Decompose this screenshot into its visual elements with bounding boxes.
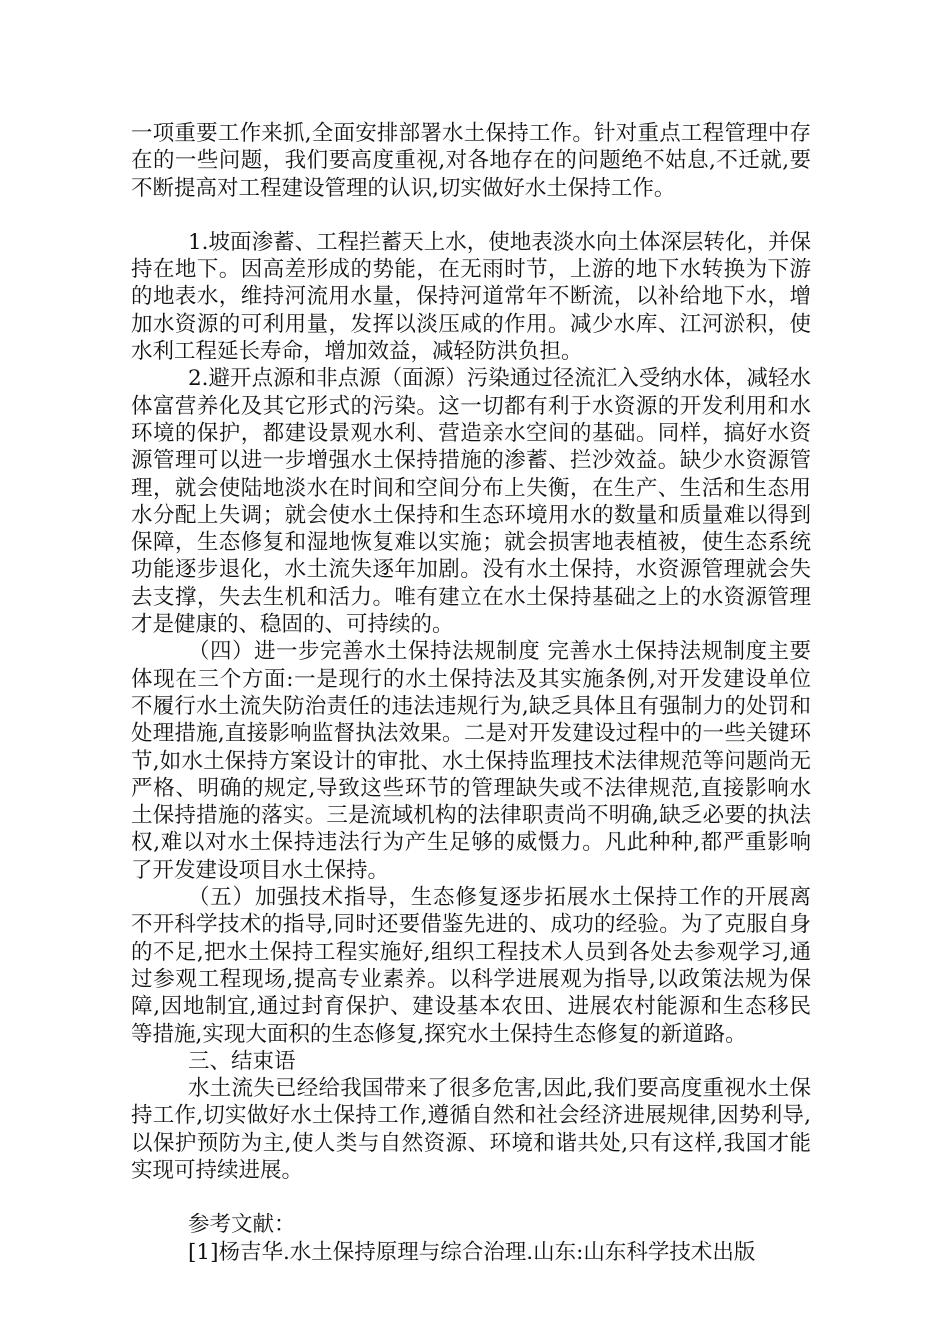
- references-label: 参考文献：: [188, 1212, 296, 1238]
- reference-item: [1]杨吉华.水土保持原理与综合治理.山东:山东科学技术出版: [188, 1239, 756, 1265]
- paragraph-intro: 一项重要工作来抓,全面安排部署水土保持工作。针对重点工程管理中存在的一些问题，我们要高度重视,对各地存在的问题绝不姑息,不迁就,要不断提高对工程建设管理的认识,切实做好水土保持工作。: [131, 121, 811, 201]
- paragraph-item-2: 2.避开点源和非点源（面源）污染通过径流汇入受纳水体，减轻水体富营养化及其它形式的污染。这一切都有利于水资源的开发利用和水环境的保护，都建设景观水利、营造亲水空间的基础。同样，搞好水资源管理可以进一步增强水土保持措施的渗蓄、拦沙效益。缺少水资源管理，就会使陆地淡水在时间和空间分布上失衡，在生产、生活和生态用水分配上失调；就会使水土保持和生态环境用水的数量和质量难以得到保障，生态修复和湿地恢复难以实施；就会损害地表植被，使生态系统功能逐步退化，水土流失逐年加剧。没有水土保持，水资源管理就会失去支撑，失去生机和活力。唯有建立在水土保持基础之上的水资源管理才是健康的、稳固的、可持续的。: [131, 366, 811, 638]
- paragraph-section-5: （五）加强技术指导，生态修复逐步拓展水土保持工作的开展离不开科学技术的指导,同时还要借鉴先进的、成功的经验。为了克服自身的不足,把水土保持工程实施好,组织工程技术人员到各处去参观学习,通过参观工程现场,提高专业素养。以科学进展观为指导,以政策法规为保障,因地制宜,通过封育保护、建设基本农田、进展农村能源和生态移民等措施,实现大面积的生态修复,探究水土保持生态修复的新道路。: [131, 885, 811, 1047]
- paragraph-item-1: 1.坡面渗蓄、工程拦蓄天上水，使地表淡水向土体深层转化，并保持在地下。因高差形成的势能，在无雨时节，上游的地下水转换为下游的地表水，维持河流用水量，保持河道常年不断流，以补给地下水，增加水资源的可利用量，发挥以淡压咸的作用。减少水库、江河淤积，使水利工程延长寿命，增加效益，减轻防洪负担。: [131, 229, 811, 365]
- document-body: [131, 120, 811, 1266]
- section-heading-conclusion: 三、结束语: [188, 1048, 296, 1074]
- paragraph-conclusion: 水土流失已经给我国带来了很多危害,因此,我们要高度重视水土保持工作,切实做好水土保持工作,遵循自然和社会经济进展规律,因势利导,以保护预防为主,使人类与自然资源、环境和谐共处,只有这样,我国才能实现可持续进展。: [131, 1076, 811, 1183]
- paragraph-section-4: （四）进一步完善水土保持法规制度 完善水土保持法规制度主要体现在三个方面:一是现行的水土保持法及其实施条例,对开发建设单位不履行水土流失防治责任的违法违规行为,缺乏具体且有强制力的处罚和处理措施,直接影响监督执法效果。二是对开发建设过程中的一些关键环节,如水土保持方案设计的审批、水土保持监理技术法律规范等问题尚无严格、明确的规定,导致这些环节的管理缺失或不法律规范,直接影响水土保持措施的落实。三是流域机构的法律职责尚不明确,缺乏必要的执法权,难以对水土保持违法行为产生足够的威慑力。凡此种种,都严重影响了开发建设项目水土保持。: [131, 639, 811, 883]
